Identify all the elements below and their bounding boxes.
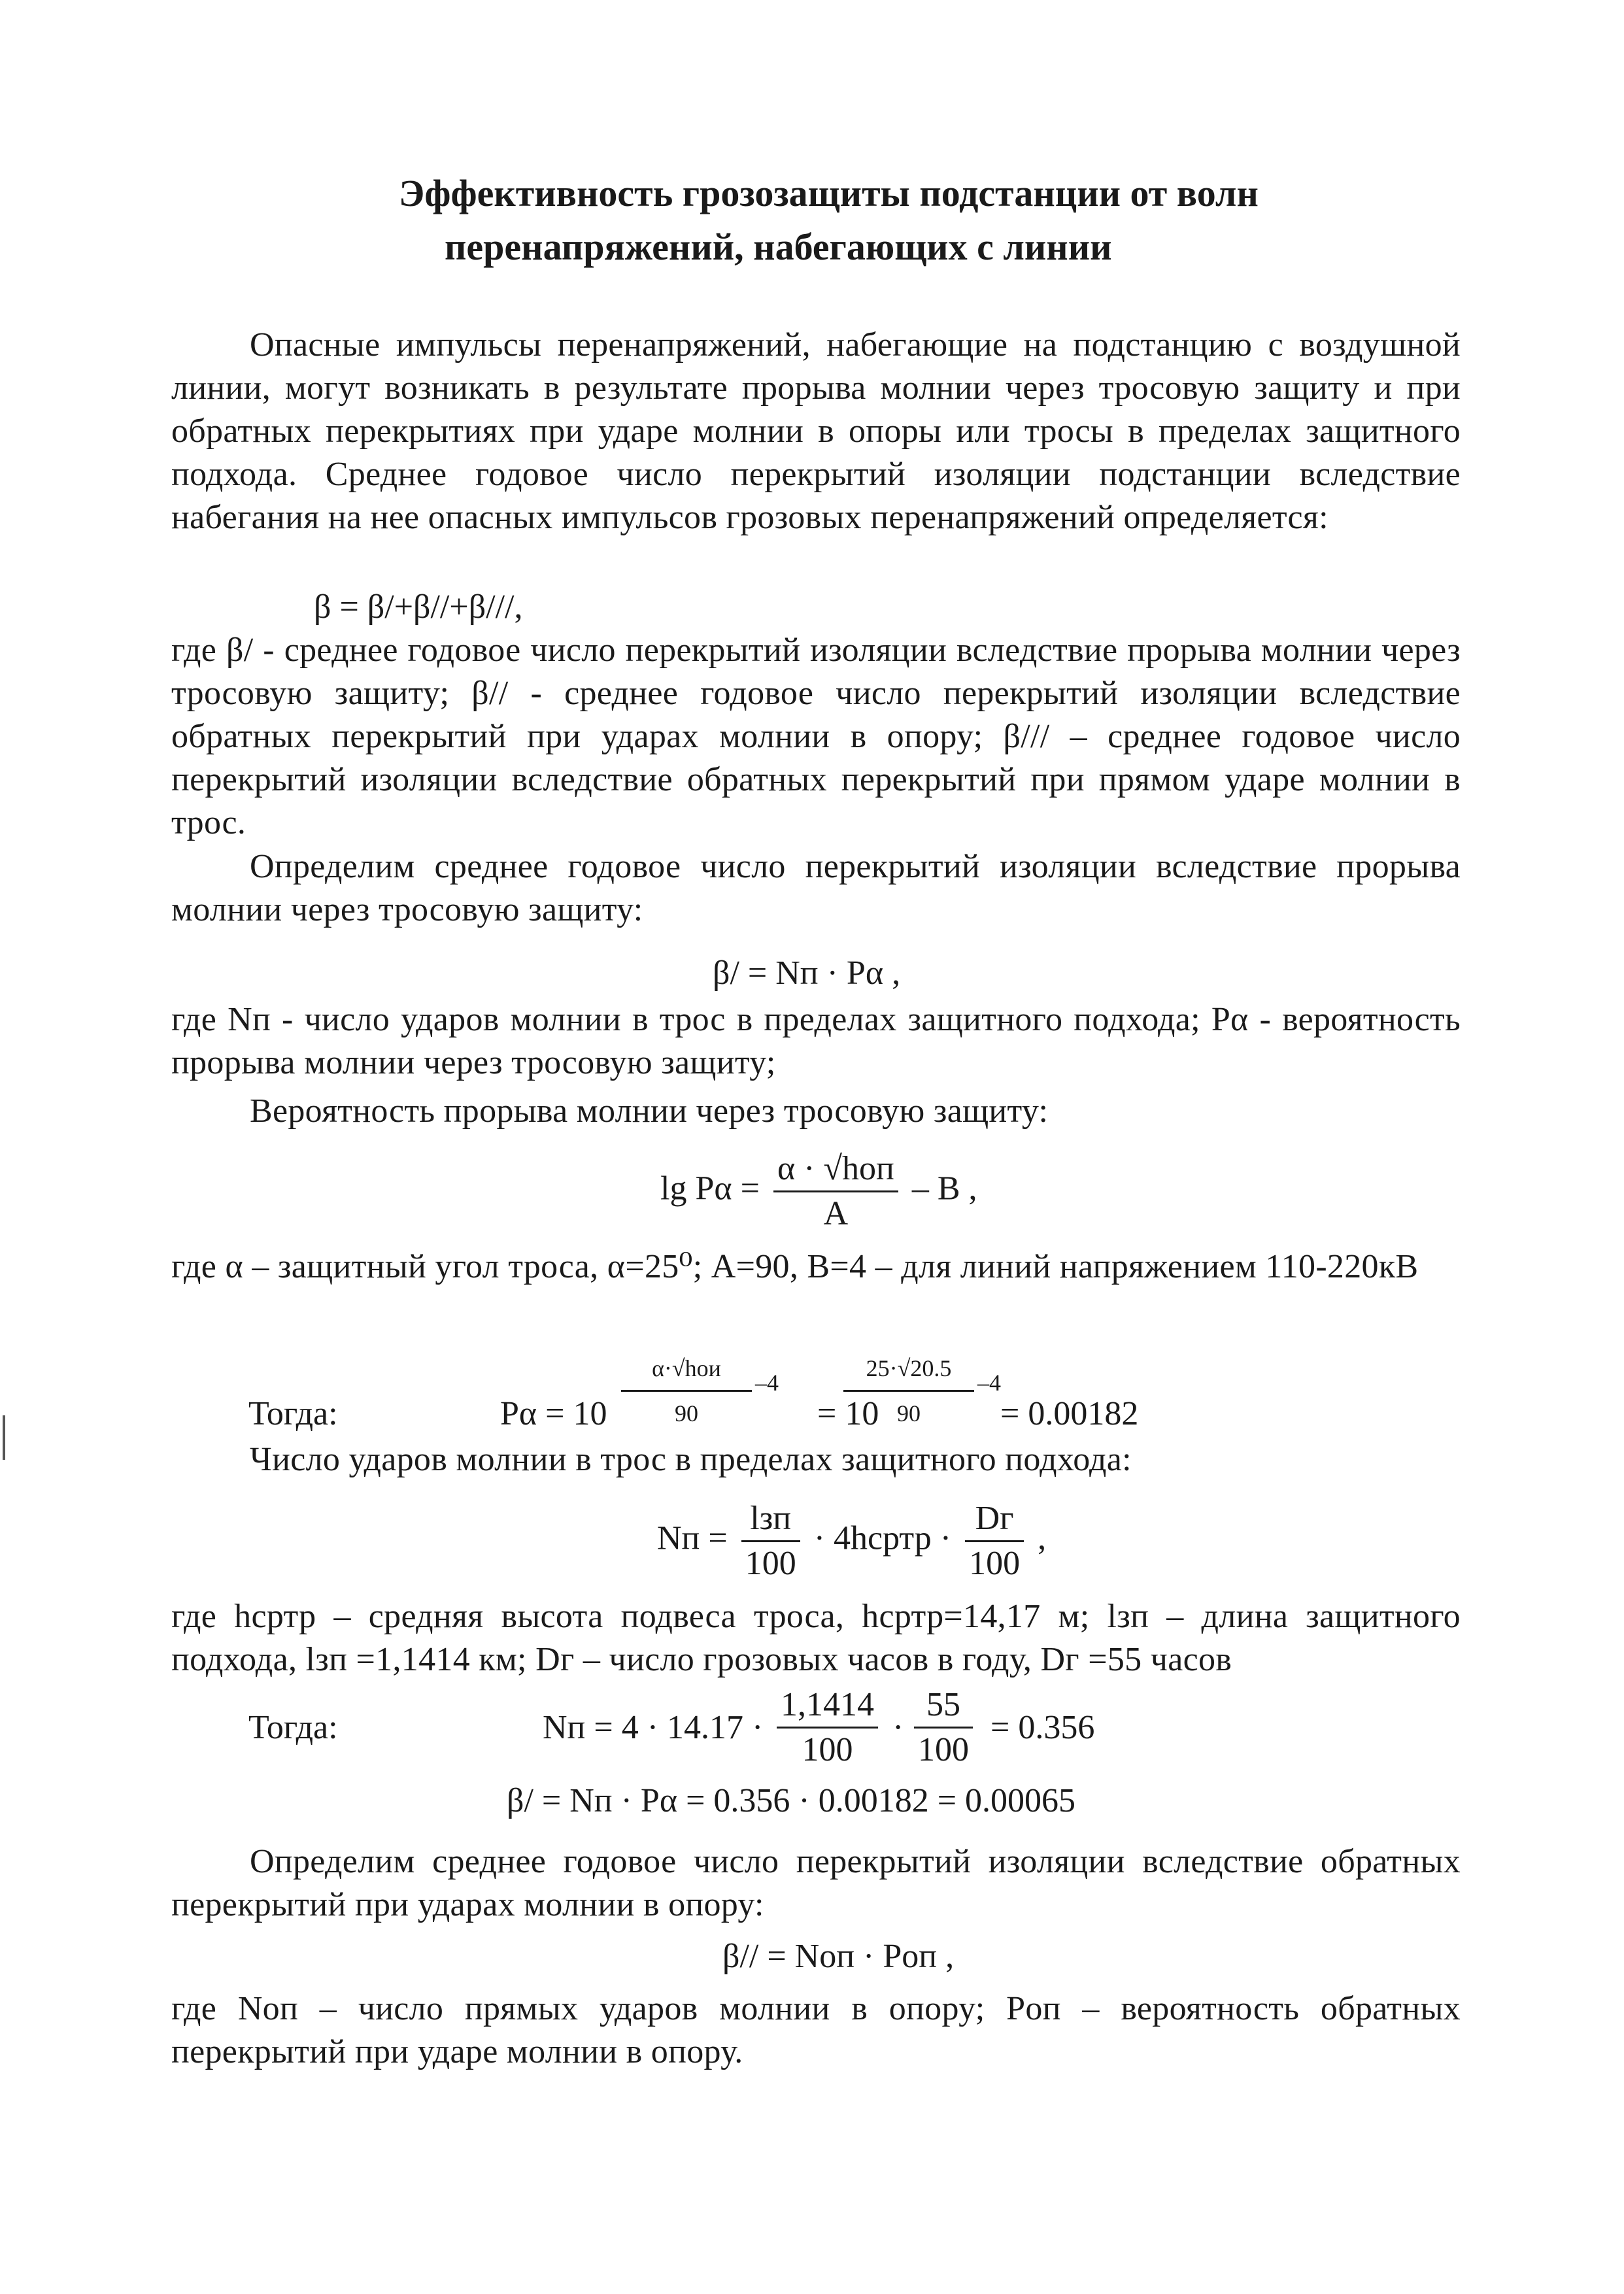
calc-2-den-2: 100 [918,1731,969,1768]
calc-1-exp1-num: α·√hои [621,1347,752,1392]
scan-edge-mark [3,1415,5,1460]
formula-np-num-1: lзп [741,1497,800,1542]
calc-1-lhs: Pα = 10 [500,1395,607,1432]
calc-2-label: Тогда: [248,1709,338,1746]
paragraph-3-text: Определим среднее годовое число перекрытий изоляции вследствие прорыва молнии через тросовую защиту: [171,848,1461,928]
paragraph-11 [171,1840,1461,1927]
formula-np-den-2: 100 [969,1545,1021,1582]
formula-np-den-1: 100 [745,1545,796,1582]
calc-2-fraction-1 [777,1683,878,1772]
calc-2-den-1: 100 [802,1731,853,1768]
paragraph-2 [171,629,1461,845]
formula-np-mid: · 4hсртр · [813,1519,952,1557]
formula-lg-rhs: – B , [911,1170,977,1207]
formula-n-p [657,1497,1046,1585]
paragraph-11-text: Определим среднее годовое число перекрытий изоляции вследствие обратных перекрытий при ударах молнии в опору: [171,1843,1461,1923]
formula-lg-p-alpha [660,1147,977,1236]
paragraph-4 [171,998,1461,1085]
calc-1-exp2-num: 25·√20.5 [843,1347,974,1392]
calc-1-exp1-tail: –4 [755,1370,779,1396]
formula-np-num-2: Dг [965,1497,1024,1542]
calc-1-exponent-2 [843,1347,974,1435]
calc-1-label: Тогда: [248,1395,338,1432]
paragraph-5 [171,1090,1461,1133]
title-line-1: Эффективность грозозащиты подстанции от волн [399,172,1259,214]
formula-beta-2: β// = Nоп · Pоп , [722,1938,955,1975]
paragraph-6 [171,1245,1461,1289]
calc-2-fraction-2 [914,1683,973,1772]
paragraph-1 [171,324,1461,539]
paragraph-3 [171,845,1461,932]
formula-beta-total: β = β/+β//+β///, [314,588,523,626]
calc-1-exp2-tail: –4 [977,1370,1001,1396]
paragraph-8-text: Число ударов молнии в трос в пределах защитного подхода: [250,1441,1132,1478]
calc-1-exponent-1 [621,1347,752,1435]
calc-1-result: = 0.00182 [1000,1395,1139,1432]
formula-np-fraction-1 [741,1497,800,1585]
paragraph-4-text: где Nп - число ударов молнии в трос в пределах защитного подхода; Pα - вероятность прорыва молнии через тросовую защиту; [171,1001,1461,1081]
formula-lg-fraction [773,1147,898,1236]
paragraph-12 [171,1987,1461,2074]
calc-2-num-2: 55 [914,1683,973,1729]
calc-2-result: = 0.356 [990,1709,1095,1746]
paragraph-2-text: где β/ - среднее годовое число перекрытий изоляции вследствие прорыва молнии через тросовую защиту; β// - среднее годовое число перекрытий изоляции вследствие обратных перекрытий при ударах молнии в опору; β/// – среднее годовое число перекрытий изоляции вследствие обратных перекрытий при прямом ударе молнии в трос. [171,632,1461,841]
paragraph-8 [171,1438,1461,1481]
formula-np-lhs: Nп = [657,1519,728,1557]
formula-np-tail: , [1038,1519,1047,1557]
formula-beta-1: β/ = Nп · Pα , [713,954,901,992]
paragraph-6-text: где α – защитный угол троса, α=25⁰; A=90, B=4 – для линий напряжением 110-220кВ [171,1248,1419,1285]
formula-np-fraction-2 [965,1497,1024,1585]
paragraph-9-text: где hсртр – средняя высота подвеса троса, hсртр=14,17 м; lзп – длина защитного подхода, lзп =1,1414 км; Dг – число грозовых часов в году, Dг =55 часов [171,1598,1461,1678]
title-line-2: перенапряжений, набегающих с линии [445,226,1112,268]
calc-2-dot: · [892,1709,904,1746]
calc-1-mid: = 10 [817,1395,879,1432]
paragraph-9 [171,1595,1461,1681]
formula-lg-numerator: α · √hоп [773,1147,898,1192]
calc-2-lhs: Nп = 4 · 14.17 · [543,1709,764,1746]
formula-n-p-calc [248,1683,1164,1768]
formula-beta-1-calc: β/ = Nп · Pα = 0.356 · 0.00182 = 0.00065 [507,1782,1076,1819]
calc-2-num-1: 1,1414 [777,1683,878,1729]
formula-lg-lhs: lg Pα = [660,1170,760,1207]
paragraph-5-text: Вероятность прорыва молнии через тросовую защиту: [250,1092,1049,1130]
calc-1-exp2-den: 90 [897,1400,921,1426]
formula-lg-denominator: A [823,1195,849,1232]
paragraph-12-text: где Nоп – число прямых ударов молнии в опору; Pоп – вероятность обратных перекрытий при ударе молнии в опору. [171,1990,1461,2070]
paragraph-1-text: Опасные импульсы перенапряжений, набегающие на подстанцию с воздушной линии, могут возникать в результате прорыва молнии через тросовую защиту и при обратных перекрытиях при ударе молнии в опоры или тросы в пределах защитного подхода. Среднее годовое число перекрытий изоляции подстанции вследствие набегания на нее опасных импульсов грозовых перенапряжений определяется: [171,326,1461,536]
calc-1-exp1-den: 90 [675,1400,698,1426]
formula-p-alpha-calc [248,1347,1229,1432]
